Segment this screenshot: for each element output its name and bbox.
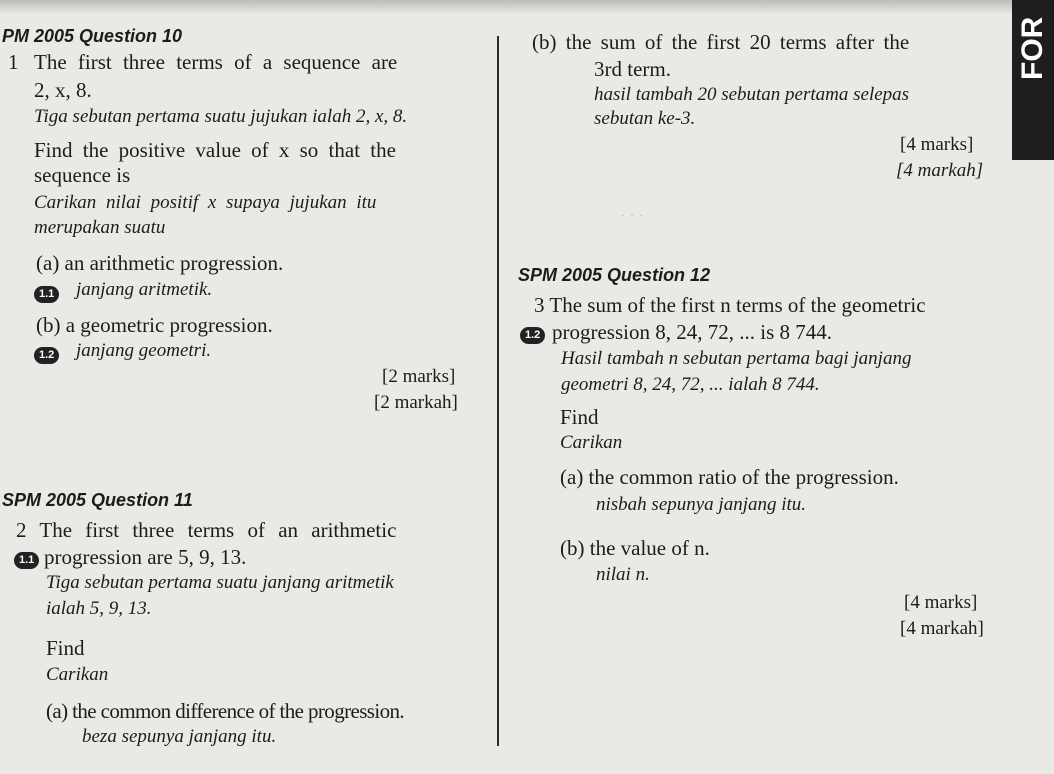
question-3-part-a-malay: nisbah sepunya janjang itu. (596, 494, 807, 515)
question-1-text-line1: The first three terms of a sequence are (34, 50, 398, 74)
level-badge: 1.1 (14, 552, 39, 569)
question-3-text-line2: progression 8, 24, 72, ... is 8 744. (552, 320, 832, 344)
find-label: Find (560, 405, 599, 429)
side-tab (1012, 0, 1054, 160)
side-tab-label: FOR (1016, 16, 1049, 80)
question-3-malay-line1: Hasil tambah n sebutan pertama bagi janjang (561, 348, 912, 369)
part-a-malay: janjang aritmetik. (76, 279, 213, 300)
question-10-header: PM 2005 Question 10 (2, 26, 183, 46)
question-2-text-line2: progression are 5, 9, 13. (44, 545, 247, 569)
part-b-geometric: (b) a geometric progression. (36, 313, 273, 337)
question-1-number: 1 (8, 50, 19, 74)
question-3-malay-line2: geometri 8, 24, 72, ... ialah 8 744. (561, 374, 820, 395)
question-2-part-a-malay: beza sepunya janjang itu. (82, 726, 277, 747)
question-1-text-line2: 2, x, 8. (34, 78, 92, 102)
part-b-malay: janjang geometri. (76, 340, 212, 361)
question-3-part-b-malay: nilai n. (596, 564, 650, 585)
marks-label: [2 marks] (382, 366, 456, 387)
question-10-part-b-line2: 3rd term. (594, 57, 671, 81)
carikan-label: Carikan (560, 432, 623, 453)
marks-label: [4 marks] (900, 134, 974, 155)
question-3-text-line1: 3 The sum of the first n terms of the geometric (534, 293, 926, 317)
question-3-part-b: (b) the value of n. (560, 536, 710, 560)
find-label: Find (46, 636, 85, 660)
level-badge: 1.2 (520, 327, 545, 344)
markah-label: [4 markah] (896, 160, 984, 181)
markah-label: [4 markah] (900, 618, 984, 639)
question-11-header: SPM 2005 Question 11 (2, 490, 193, 510)
column-divider (497, 36, 499, 746)
question-12-header: SPM 2005 Question 12 (518, 265, 711, 285)
page-edge-shadow (0, 0, 1054, 14)
question-2-malay-line1: Tiga sebutan pertama suatu janjang aritmetik (46, 572, 394, 593)
question-2-malay-line2: ialah 5, 9, 13. (46, 598, 152, 619)
question-10-part-b-line1: (b) the sum of the first 20 terms after the (532, 30, 910, 54)
question-2-part-a: (a) the common difference of the progression. (46, 699, 405, 723)
carikan-text-line1: Carikan nilai positif x supaya jujukan itu (34, 192, 377, 213)
bleed-through-text: · · · (620, 208, 644, 225)
question-1-malay: Tiga sebutan pertama suatu jujukan ialah 2, x, 8. (34, 106, 408, 127)
level-badge: 1.1 (34, 286, 59, 303)
carikan-text-line2: merupakan suatu (34, 217, 166, 238)
find-text-line2: sequence is (34, 163, 131, 187)
question-3-part-a: (a) the common ratio of the progression. (560, 465, 899, 489)
find-text-line1: Find the positive value of x so that the (34, 138, 396, 162)
question-10-part-b-malay-line2: sebutan ke-3. (594, 108, 696, 129)
part-a-arithmetic: (a) an arithmetic progression. (36, 251, 284, 275)
question-10-part-b-malay-line1: hasil tambah 20 sebutan pertama selepas (594, 84, 910, 105)
carikan-label: Carikan (46, 664, 109, 685)
question-2-text-line1: 2 The first three terms of an arithmetic (16, 518, 397, 542)
markah-label: [2 markah] (374, 392, 458, 413)
marks-label: [4 marks] (904, 592, 978, 613)
level-badge: 1.2 (34, 347, 59, 364)
